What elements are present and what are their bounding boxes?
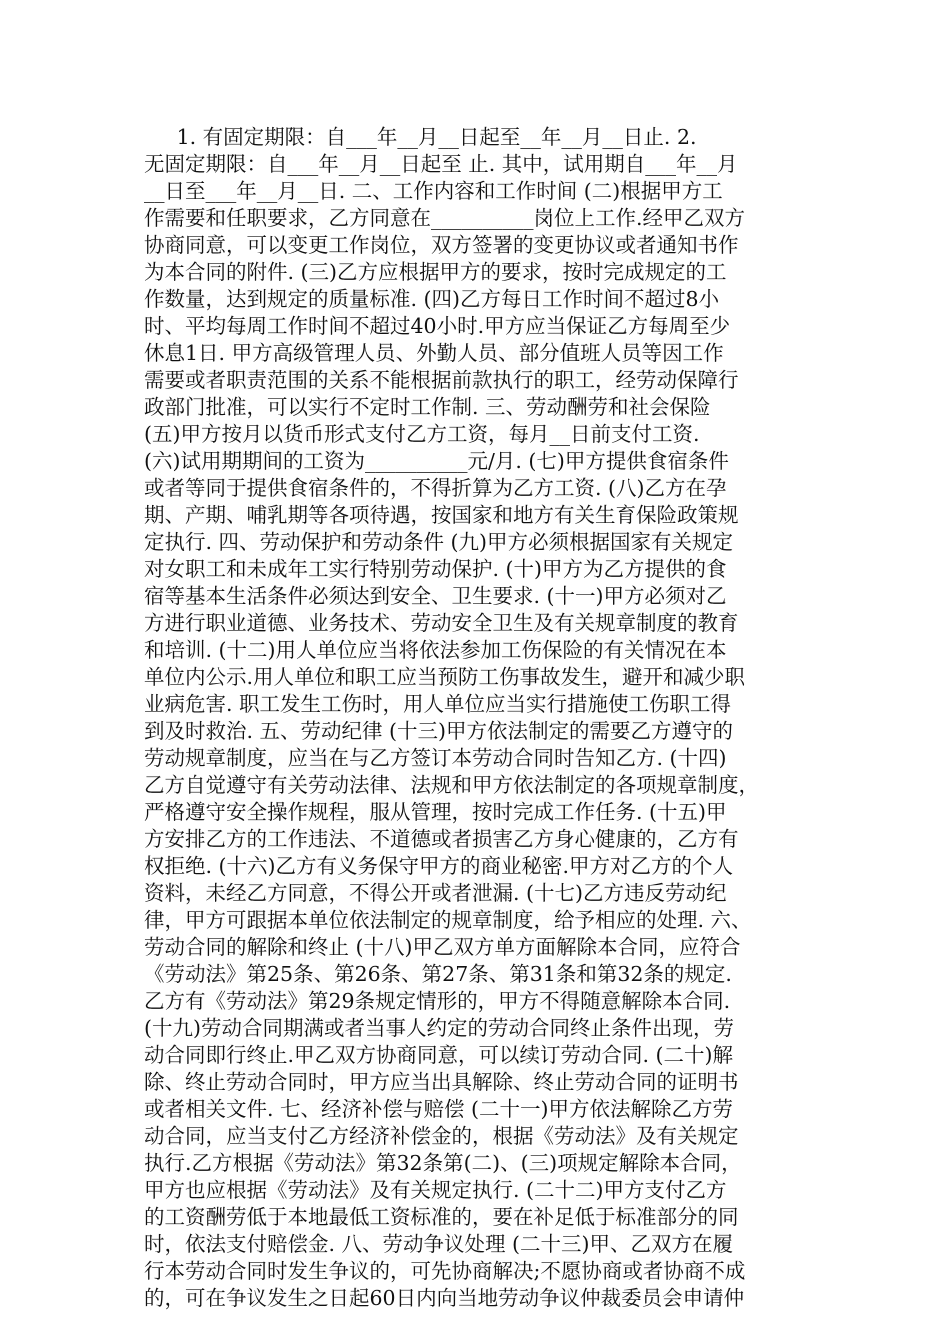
text-line: 除、终止劳动合同时，甲方应当出具解除、终止劳动合同的证明书 <box>144 1070 739 1094</box>
text-line: 动合同即行终止.甲乙双方协商同意，可以续订劳动合同. (二十)解 <box>144 1043 734 1067</box>
text-line: 时，依法支付赔偿金. 八、劳动争议处理 (二十三)甲、乙双方在履 <box>144 1232 734 1256</box>
text-line: 期、产期、哺乳期等各项待遇，按国家和地方有关生育保险政策规 <box>144 503 739 527</box>
text-line: 需要或者职责范围的关系不能根据前款执行的职工，经劳动保障行 <box>144 368 739 392</box>
text-line: 甲方也应根据《劳动法》及有关规定执行. (二十二)甲方支付乙方 <box>144 1178 727 1202</box>
text-line: 业病危害. 职工发生工伤时，用人单位应当实行措施使工伤职工得 <box>144 692 732 716</box>
text-line: 动合同，应当支付乙方经济补偿金的，根据《劳动法》及有关规定 <box>144 1124 739 1148</box>
document-body <box>144 124 814 1312</box>
text-line: 执行.乙方根据《劳动法》第32条第(二)、(三)项规定解除本合同， <box>144 1151 742 1175</box>
text-line: 或者相关文件. 七、经济补偿与赔偿 (二十一)甲方依法解除乙方劳 <box>144 1097 734 1121</box>
text-line: 的，可在争议发生之日起60日内向当地劳动争议仲裁委员会申请仲 <box>144 1286 745 1310</box>
text-line: 严格遵守安全操作规程，服从管理，按时完成工作任务. (十五)甲 <box>144 800 727 824</box>
text-line: 对女职工和未成年工实行特别劳动保护. (十)甲方为乙方提供的食 <box>144 557 727 581</box>
text-line: 1. 有固定期限：自___年__月__日起至__年__月__日止. 2. <box>144 125 697 149</box>
text-line: 为本合同的附件. (三)乙方应根据甲方的要求，按时完成规定的工 <box>144 260 727 284</box>
text-line: 定执行. 四、劳动保护和劳动条件 (九)甲方必须根据国家有关规定 <box>144 530 734 554</box>
text-line: 到及时救治. 五、劳动纪律 (十三)甲方依法制定的需要乙方遵守的 <box>144 719 734 743</box>
text-line: 单位内公示.用人单位和职工应当预防工伤事故发生，避开和减少职 <box>144 665 746 689</box>
text-line: 乙方有《劳动法》第29条规定情形的，甲方不得随意解除本合同. <box>144 989 731 1013</box>
text-line: 权拒绝. (十六)乙方有义务保守甲方的商业秘密.甲方对乙方的个人 <box>144 854 734 878</box>
text-line: 方进行职业道德、业务技术、劳动安全卫生及有关规章制度的教育 <box>144 611 739 635</box>
text-line: 政部门批准，可以实行不定时工作制. 三、劳动酬劳和社会保险 <box>144 395 711 419</box>
text-line: 《劳动法》第25条、第26条、第27条、第31条和第32条的规定. <box>144 962 732 986</box>
text-line: 资料，未经乙方同意，不得公开或者泄漏. (十七)乙方违反劳动纪 <box>144 881 727 905</box>
text-line: 作需要和任职要求，乙方同意在__________岗位上工作.经甲乙双方 <box>144 206 746 230</box>
text-line: (六)试用期期间的工资为__________元/月. (七)甲方提供食宿条件 <box>144 449 729 473</box>
text-line: 和培训. (十二)用人单位应当将依法参加工伤保险的有关情况在本 <box>144 638 727 662</box>
text-line: 宿等基本生活条件必须达到安全、卫生要求. (十一)甲方必须对乙 <box>144 584 727 608</box>
text-line: 劳动合同的解除和终止 (十八)甲乙双方单方面解除本合同，应符合 <box>144 935 741 959</box>
text-line: (十九)劳动合同期满或者当事人约定的劳动合同终止条件出现，劳 <box>144 1016 734 1040</box>
text-line: 劳动规章制度，应当在与乙方签订本劳动合同时告知乙方. (十四) <box>144 746 727 770</box>
text-line: __日至___年__月__日. 二、工作内容和工作时间 (二)根据甲方工 <box>144 179 723 203</box>
text-line: 方安排乙方的工作违法、不道德或者损害乙方身心健康的，乙方有 <box>144 827 739 851</box>
text-line: 作数量，达到规定的质量标准. (四)乙方每日工作时间不超过8小 <box>144 287 720 311</box>
text-line: (五)甲方按月以货币形式支付乙方工资，每月__日前支付工资. <box>144 422 700 446</box>
text-line: 或者等同于提供食宿条件的，不得折算为乙方工资. (八)乙方在孕 <box>144 476 727 500</box>
text-line: 的工资酬劳低于本地最低工资标准的，要在补足低于标准部分的同 <box>144 1205 739 1229</box>
text-line: 乙方自觉遵守有关劳动法律、法规和甲方依法制定的各项规章制度， <box>144 773 759 797</box>
text-line: 律，甲方可跟据本单位依法制定的规章制度，给予相应的处理. 六、 <box>144 908 752 932</box>
text-line: 无固定期限：自___年__月__日起至 止. 其中，试用期自___年__月 <box>144 152 738 176</box>
text-line: 时、平均每周工作时间不超过40小时.甲方应当保证乙方每周至少 <box>144 314 731 338</box>
text-line: 行本劳动合同时发生争议的，可先协商解决;不愿协商或者协商不成 <box>144 1259 746 1283</box>
text-line: 休息1日. 甲方高级管理人员、外勤人员、部分值班人员等因工作 <box>144 341 724 365</box>
text-line: 协商同意，可以变更工作岗位，双方签署的变更协议或者通知书作 <box>144 233 739 257</box>
